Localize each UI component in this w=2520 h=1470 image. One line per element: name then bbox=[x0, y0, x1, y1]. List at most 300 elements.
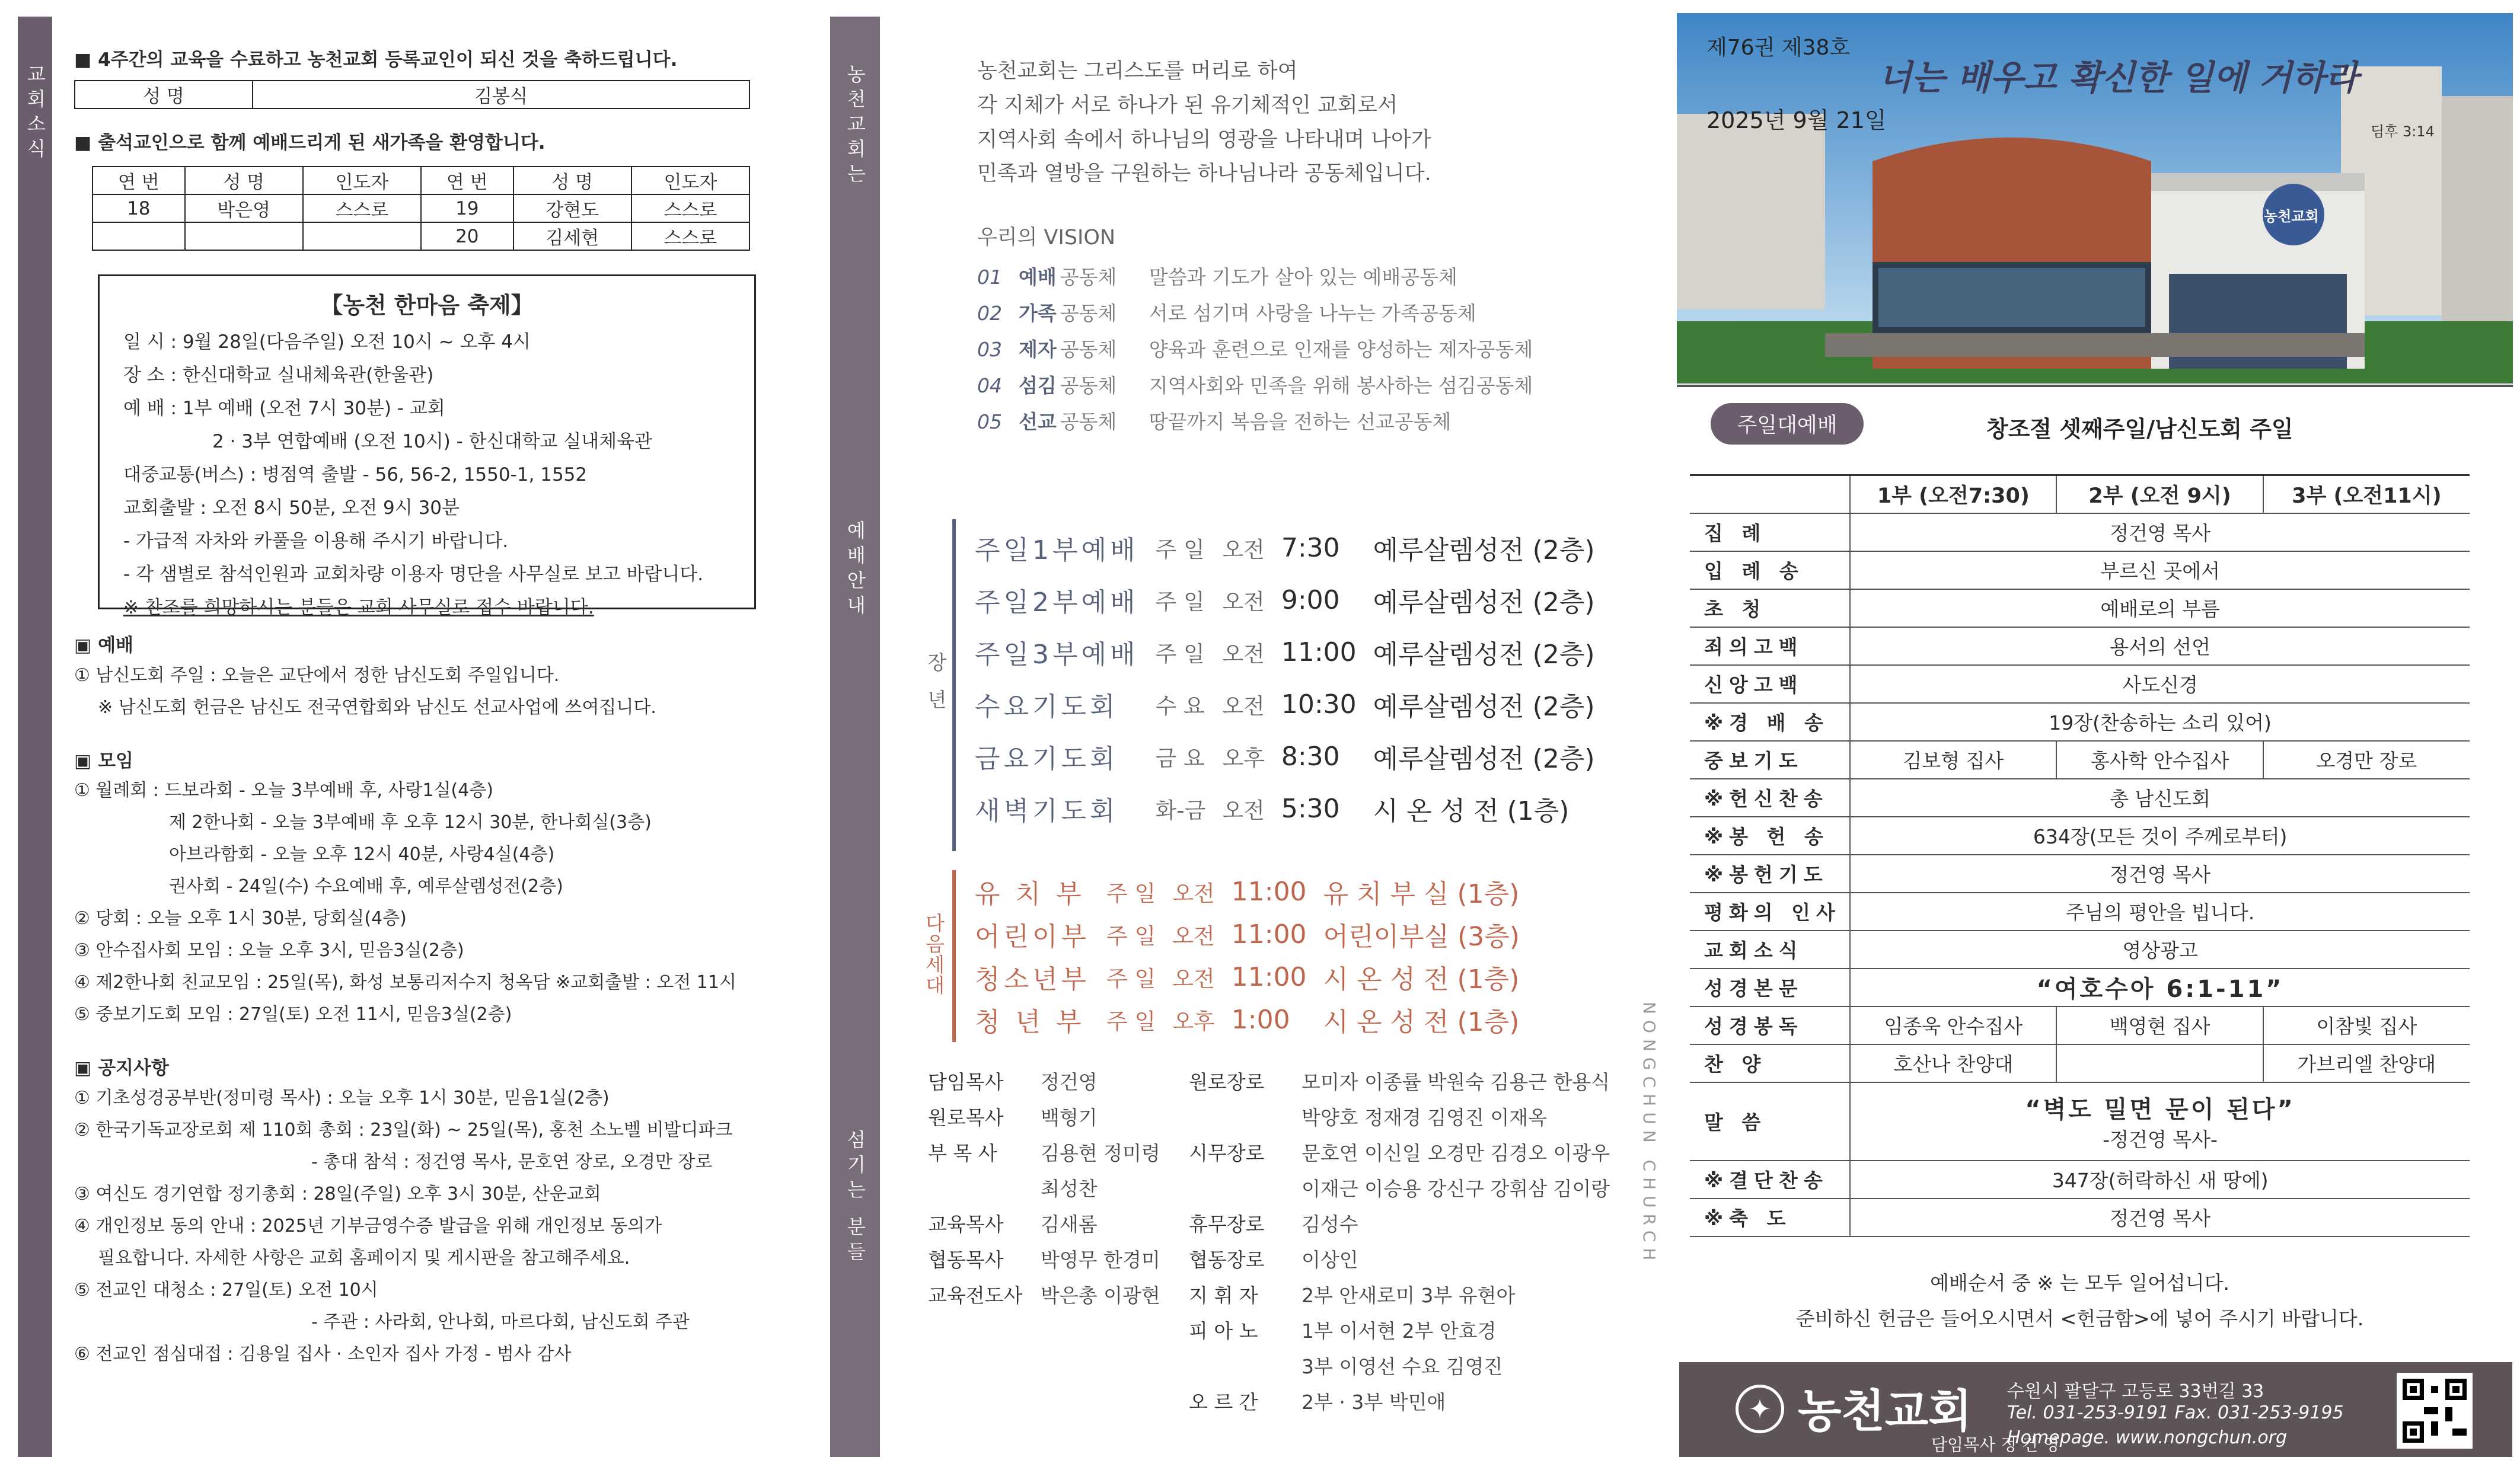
schedule-cell: 예루살렘성전 (2층) bbox=[1373, 587, 1595, 618]
schedule-cell: 청소년부 bbox=[975, 964, 1090, 995]
schedule-cell: 11:00 bbox=[1281, 637, 1357, 667]
staff-names: 1부 이서현 2부 안효경 bbox=[1302, 1319, 1497, 1343]
service-title: 창조절 셋째주일/남신도회 주일 bbox=[1986, 416, 2293, 442]
festival-title: 【농천 한마음 축제】 bbox=[320, 292, 534, 318]
list-item: ③ 여신도 경기연합 정기총회 : 28일(주일) 오후 3시 30분, 산운교회 bbox=[74, 1183, 601, 1204]
order-corner bbox=[1690, 475, 1850, 513]
order-value: 김보형 집사 bbox=[1850, 741, 2056, 779]
list-item: ① 남신도회 주일 : 오늘은 교단에서 정한 남신도회 주일입니다. bbox=[74, 664, 560, 686]
homepage-link[interactable]: Homepage. www.nongchun.org bbox=[2007, 1427, 2288, 1448]
meeting-heading: ▣ 모임 bbox=[74, 750, 133, 772]
vision-number: 03 bbox=[977, 338, 1002, 361]
staff-names: 박양호 정재경 김영진 이재옥 bbox=[1302, 1106, 1548, 1129]
schedule-cell: 유 치 부 실 (1층) bbox=[1323, 879, 1520, 909]
staff-row bbox=[1189, 1174, 1624, 1209]
festival-lines bbox=[123, 325, 731, 624]
schedule-cell: 오후 bbox=[1172, 1009, 1215, 1034]
staff-row bbox=[1189, 1138, 1624, 1174]
table-cell bbox=[92, 222, 185, 250]
adult-schedule bbox=[966, 522, 1603, 835]
vision-desc: 서로 섬기며 사랑을 나누는 가족공동체 bbox=[1149, 302, 1476, 325]
festival-line: - 가급적 자차와 카풀을 이용해 주시기 바랍니다. bbox=[123, 531, 509, 552]
order-row bbox=[1690, 1161, 2470, 1199]
order-row bbox=[1690, 665, 2470, 703]
vision-type: 공동체 bbox=[1060, 374, 1117, 397]
festival-box bbox=[98, 274, 756, 618]
order-value: 주님의 평안을 빕니다. bbox=[2065, 901, 2255, 924]
list-item: 제 2한나회 - 오늘 3부예배 후 오후 12시 30분, 한나회실(3층) bbox=[169, 812, 652, 833]
table-header-cell: 인도자 bbox=[631, 167, 749, 194]
schedule-cell: 1:00 bbox=[1231, 1004, 1290, 1035]
intro-line: 각 지체가 서로 하나가 된 유기체적인 교회로서 bbox=[977, 93, 1398, 117]
intro-lines bbox=[977, 55, 1629, 191]
order-value: 사도신경 bbox=[2122, 673, 2198, 696]
vision-type: 공동체 bbox=[1060, 266, 1117, 289]
vision-type: 공동체 bbox=[1060, 338, 1117, 361]
table-cell: 스스로 bbox=[631, 194, 749, 222]
schedule-cell: 5:30 bbox=[1281, 793, 1340, 824]
staff-role: 원로목사 bbox=[928, 1106, 1004, 1129]
schedule-cell: 유 치 부 bbox=[975, 879, 1085, 909]
staff-row bbox=[928, 1138, 1175, 1174]
schedule-row bbox=[966, 956, 1528, 998]
schedule-cell: 주 일 bbox=[1106, 923, 1156, 949]
order-label: 성경봉독 bbox=[1690, 1006, 1850, 1044]
next-gen-label: 다음세대 bbox=[922, 913, 946, 996]
schedule-cell: 주 일 bbox=[1106, 966, 1156, 992]
notice-list bbox=[74, 1082, 827, 1370]
order-value-wrap bbox=[1850, 589, 2470, 627]
table-row bbox=[92, 194, 749, 222]
staff-role bbox=[928, 1174, 1041, 1209]
order-value: “벽도 밀면 문이 된다” bbox=[2025, 1095, 2295, 1123]
tab-church: 농천교회는 bbox=[844, 64, 867, 188]
schedule-cell: 예루살렘성전 (2층) bbox=[1373, 744, 1595, 774]
order-value: 총 남신도회 bbox=[2110, 787, 2211, 810]
table-header-cell: 연 번 bbox=[421, 167, 513, 194]
table-header-cell: 성 명 bbox=[513, 167, 631, 194]
qr-code-icon[interactable] bbox=[2397, 1373, 2473, 1449]
table-header-row bbox=[92, 167, 749, 194]
schedule-cell: 11:00 bbox=[1231, 876, 1307, 907]
vision-item bbox=[977, 404, 1629, 440]
festival-line: 대중교통(버스) : 병점역 출발 - 56, 56-2, 1550-1, 1552 bbox=[123, 464, 588, 485]
schedule-cell: 화-금 bbox=[1155, 798, 1206, 823]
staff-row bbox=[1189, 1316, 1624, 1351]
schedule-cell: 예루살렘성전 (2층) bbox=[1373, 640, 1595, 670]
order-value: 정건영 목사 bbox=[2110, 863, 2211, 886]
schedule-row bbox=[966, 782, 1603, 835]
new-family-table bbox=[92, 166, 750, 251]
list-item: ⑥ 전교인 점심대접 : 김용일 집사 · 소인자 집사 가정 - 범사 감사 bbox=[74, 1343, 572, 1364]
vision-item bbox=[977, 259, 1629, 295]
schedule-cell: 시 온 성 전 (1층) bbox=[1373, 796, 1570, 826]
order-value: 19장(찬송하는 소리 있어) bbox=[2049, 711, 2272, 734]
side-tab-news bbox=[18, 17, 52, 1457]
intro-line: 농천교회는 그리스도를 머리로 하여 bbox=[977, 59, 1298, 83]
order-value-wrap bbox=[1850, 855, 2470, 893]
vision-type: 공동체 bbox=[1060, 302, 1117, 325]
staff-names: 김성수 bbox=[1302, 1213, 1358, 1236]
schedule-cell: 오전 bbox=[1172, 923, 1215, 949]
staff-row bbox=[1189, 1067, 1624, 1102]
order-row bbox=[1690, 513, 2470, 551]
table-cell: 강현도 bbox=[513, 194, 631, 222]
stand-note: 예배순서 중 ※ 는 모두 일어섭니다. bbox=[1929, 1271, 2229, 1295]
intro-line: 민족과 열방을 구원하는 하나님나라 공동체입니다. bbox=[977, 162, 1431, 186]
schedule-row bbox=[966, 574, 1603, 626]
order-row bbox=[1690, 1006, 2470, 1044]
staff-right bbox=[1189, 1067, 1624, 1423]
order-value-wrap bbox=[1850, 551, 2470, 589]
table-cell: 스스로 bbox=[631, 222, 749, 250]
staff-names: 박영무 한경미 bbox=[1041, 1248, 1160, 1271]
order-value: 홍사학 안수집사 bbox=[2056, 741, 2263, 779]
vision-desc: 말씀과 기도가 살아 있는 예배공동체 bbox=[1149, 266, 1457, 289]
church-name: 농천교회 bbox=[1798, 1385, 1972, 1437]
schedule-cell: 오전 bbox=[1172, 966, 1215, 992]
tab-worship: 예배안내 bbox=[844, 520, 867, 620]
staff-names: 2부 안새로미 3부 유현아 bbox=[1302, 1284, 1516, 1307]
order-label: 신앙고백 bbox=[1690, 665, 1850, 703]
order-value bbox=[2056, 1044, 2263, 1082]
service-column-header: 3부 (오전11시) bbox=[2263, 475, 2470, 513]
vision-list bbox=[977, 259, 1629, 440]
list-item: ② 한국기독교장로회 제 110회 총회 : 23일(화) ~ 25일(목), 홍천 소노벨 비발디파크 bbox=[74, 1119, 733, 1140]
reg-name: 김봉식 bbox=[253, 81, 749, 108]
vision-keyword: 섬김 bbox=[1019, 374, 1057, 397]
staff-names: 최성찬 bbox=[1041, 1177, 1098, 1200]
schedule-cell: 주일1부예배 bbox=[975, 535, 1139, 565]
list-item: 필요합니다. 자세한 사항은 교회 홈페이지 및 게시판을 참고해주세요. bbox=[98, 1247, 630, 1268]
motto-ref: 딤후 3:14 bbox=[2371, 123, 2435, 140]
left-panel bbox=[74, 46, 827, 1370]
order-label: 말 씀 bbox=[1690, 1082, 1850, 1161]
staff-role: 부 목 사 bbox=[928, 1142, 997, 1165]
staff-role: 시무장로 bbox=[1189, 1142, 1265, 1165]
order-value-wrap bbox=[1850, 1082, 2470, 1161]
staff-row bbox=[1189, 1351, 1624, 1387]
schedule-cell: 오전 bbox=[1222, 641, 1265, 667]
table-cell: 20 bbox=[421, 222, 513, 250]
order-row bbox=[1690, 1082, 2470, 1161]
vision-keyword: 가족 bbox=[1019, 302, 1057, 325]
staff-names: 이상인 bbox=[1302, 1248, 1358, 1271]
order-value-wrap bbox=[1850, 893, 2470, 931]
staff-role: 교육전도사 bbox=[928, 1284, 1023, 1307]
staff-names: 3부 이영선 수요 김영진 bbox=[1302, 1355, 1503, 1378]
order-row bbox=[1690, 969, 2470, 1006]
table-cell: 19 bbox=[421, 194, 513, 222]
order-value: 정건영 목사 bbox=[2110, 522, 2211, 545]
order-value-wrap bbox=[1850, 969, 2470, 1006]
staff-role bbox=[1189, 1351, 1302, 1387]
festival-line: ※ 찬조를 희망하시는 분들은 교회 사무실로 접수 바랍니다. bbox=[123, 597, 594, 618]
order-value-wrap bbox=[1850, 513, 2470, 551]
list-item: 아브라함회 - 오늘 오후 12시 40분, 사랑4실(4층) bbox=[169, 844, 555, 865]
schedule-cell: 새벽기도회 bbox=[975, 796, 1119, 826]
order-value: 634장(모든 것이 주께로부터) bbox=[2033, 825, 2288, 848]
order-value: 이참빛 집사 bbox=[2263, 1006, 2470, 1044]
schedule-cell: 수 요 bbox=[1155, 694, 1205, 719]
list-item: ① 월례회 : 드보라회 - 오늘 3부예배 후, 사랑1실(4층) bbox=[74, 780, 493, 801]
vision-desc: 땅끝까지 복음을 전하는 선교공동체 bbox=[1149, 410, 1452, 433]
reg-header: 성 명 bbox=[75, 81, 253, 108]
staff-names: 모미자 이종률 박원숙 김용근 한용식 bbox=[1302, 1070, 1610, 1094]
cover-rule bbox=[1677, 385, 2513, 387]
staff-row bbox=[1189, 1280, 1624, 1316]
vision-type: 공동체 bbox=[1060, 410, 1117, 433]
worship-list bbox=[74, 660, 827, 724]
next-gen-rule bbox=[952, 870, 956, 1042]
order-row bbox=[1690, 1199, 2470, 1236]
schedule-cell: 7:30 bbox=[1281, 532, 1340, 563]
order-value: 가브리엘 찬양대 bbox=[2263, 1044, 2470, 1082]
staff-row bbox=[928, 1245, 1175, 1280]
staff-role bbox=[1189, 1102, 1302, 1138]
staff-row bbox=[928, 1280, 1175, 1316]
order-value-wrap bbox=[1850, 1161, 2470, 1199]
festival-line: 교회출발 : 오전 8시 50분, 오전 9시 30분 bbox=[123, 497, 460, 519]
nongchun-church-vertical: NONGCHUN CHURCH bbox=[1639, 1002, 1659, 1267]
staff-names: 정건영 bbox=[1041, 1070, 1098, 1094]
schedule-cell: 오전 bbox=[1172, 881, 1215, 906]
order-value-wrap bbox=[1850, 1199, 2470, 1236]
issue-date: 2025년 9월 21일 bbox=[1706, 107, 1887, 133]
motto: 너는 배우고 확신한 일에 거하라 bbox=[1878, 57, 2359, 98]
order-label: ※봉 헌 송 bbox=[1690, 817, 1850, 855]
schedule-cell: 예루살렘성전 (2층) bbox=[1373, 535, 1595, 565]
staff-names: 김용현 정미령 bbox=[1041, 1142, 1160, 1165]
schedule-cell: 오전 bbox=[1222, 537, 1265, 563]
schedule-cell: 금요기도회 bbox=[975, 744, 1119, 774]
order-row bbox=[1690, 551, 2470, 589]
schedule-row bbox=[966, 913, 1528, 956]
list-item: ⑤ 전교인 대청소 : 27일(토) 오전 10시 bbox=[74, 1279, 378, 1300]
list-item: ④ 제2한나회 친교모임 : 25일(목), 화성 보통리저수지 청옥담 ※교회출발 : 오전 11시 bbox=[74, 972, 736, 993]
offering-note: 준비하신 헌금은 들어오시면서 <헌금함>에 넣어 주시기 바랍니다. bbox=[1795, 1307, 2364, 1330]
list-item: ⑤ 중보기도회 모임 : 27일(토) 오전 11시, 믿음3실(2층) bbox=[74, 1004, 512, 1025]
vision-title: 우리의 VISION bbox=[977, 226, 1116, 250]
service-column-header: 2부 (오전 9시) bbox=[2056, 475, 2263, 513]
schedule-row bbox=[966, 730, 1603, 782]
schedule-cell: 주 일 bbox=[1106, 1009, 1156, 1034]
schedule-cell: 11:00 bbox=[1231, 961, 1307, 992]
schedule-cell: 주 일 bbox=[1106, 881, 1156, 906]
meeting-list bbox=[74, 775, 827, 1031]
festival-line: 장 소 : 한신대학교 실내체육관(한울관) bbox=[123, 365, 434, 386]
order-label: ※헌신찬송 bbox=[1690, 779, 1850, 817]
staff-row bbox=[1189, 1209, 1624, 1245]
volume-number: 제76권 제38호 bbox=[1706, 36, 1851, 60]
cover-photo bbox=[1677, 13, 2513, 384]
staff-role: 피 아 노 bbox=[1189, 1319, 1258, 1343]
order-value: 임종욱 안수집사 bbox=[1850, 1006, 2056, 1044]
schedule-cell: 예루살렘성전 (2층) bbox=[1373, 692, 1595, 722]
schedule-row bbox=[966, 998, 1528, 1041]
staff-row bbox=[1189, 1245, 1624, 1280]
intro-line: 지역사회 속에서 하나님의 영광을 나타내며 나아가 bbox=[977, 127, 1431, 152]
pastor-name: 담임목사 정 건 영 bbox=[1931, 1435, 2060, 1455]
staff-names: 김새롬 bbox=[1041, 1213, 1098, 1236]
table-cell bbox=[303, 222, 421, 250]
order-row bbox=[1690, 703, 2470, 741]
staff-role: 담임목사 bbox=[928, 1070, 1004, 1094]
staff-role: 지 휘 자 bbox=[1189, 1284, 1258, 1307]
schedule-row bbox=[966, 522, 1603, 574]
schedule-cell: 8:30 bbox=[1281, 741, 1340, 772]
order-value-wrap bbox=[1850, 817, 2470, 855]
order-value: “여호수아 6:1-11” bbox=[2036, 976, 2284, 1003]
schedule-cell: 어린이부 bbox=[975, 922, 1090, 952]
order-value: 정건영 목사 bbox=[2110, 1207, 2211, 1230]
telephone: Tel. 031-253-9191 Fax. 031-253-9195 bbox=[2007, 1402, 2344, 1423]
table-cell: 박은영 bbox=[185, 194, 303, 222]
order-label: 입 례 송 bbox=[1690, 551, 1850, 589]
schedule-cell: 오전 bbox=[1222, 798, 1265, 823]
schedule-row bbox=[966, 870, 1528, 913]
table-row bbox=[92, 222, 749, 250]
church-footer bbox=[1679, 1362, 2512, 1457]
adult-rule bbox=[952, 519, 956, 851]
order-value: 부르신 곳에서 bbox=[2100, 560, 2220, 583]
schedule-cell: 시 온 성 전 (1층) bbox=[1323, 1007, 1520, 1037]
order-label: 중보기도 bbox=[1690, 741, 1850, 779]
schedule-cell: 주 일 bbox=[1155, 589, 1205, 615]
middle-side-bar bbox=[830, 17, 880, 1457]
staff-row bbox=[1189, 1387, 1624, 1423]
schedule-cell: 주 일 bbox=[1155, 537, 1205, 563]
order-label: ※결단찬송 bbox=[1690, 1161, 1850, 1199]
table-cell: 김세현 bbox=[513, 222, 631, 250]
staff-names: 백형기 bbox=[1041, 1106, 1098, 1129]
order-value: 호산나 찬양대 bbox=[1850, 1044, 2056, 1082]
side-tab-label: 교회소식 bbox=[24, 64, 47, 164]
staff-row bbox=[928, 1067, 1175, 1102]
notice-heading: ▣ 공지사항 bbox=[74, 1057, 169, 1079]
order-label: 집 례 bbox=[1690, 513, 1850, 551]
order-value: 예배로의 부름 bbox=[2100, 597, 2220, 621]
list-item: ② 당회 : 오늘 오후 1시 30분, 당회실(4층) bbox=[74, 908, 407, 929]
table-header-cell: 연 번 bbox=[92, 167, 185, 194]
order-row bbox=[1690, 855, 2470, 893]
festival-line: 예 배 : 1부 예배 (오전 7시 30분) - 교회 bbox=[123, 398, 445, 419]
schedule-cell: 오전 bbox=[1222, 589, 1265, 615]
list-item: ④ 개인정보 동의 안내 : 2025년 기부금영수증 발급을 위해 개인정보 동의가 bbox=[74, 1215, 662, 1236]
staff-row bbox=[928, 1209, 1175, 1245]
schedule-cell: 9:00 bbox=[1281, 584, 1340, 615]
order-value-wrap bbox=[1850, 703, 2470, 741]
schedule-cell: 주일2부예배 bbox=[975, 587, 1139, 618]
order-value-wrap bbox=[1850, 627, 2470, 665]
order-row bbox=[1690, 627, 2470, 665]
schedule-cell: 주 일 bbox=[1155, 641, 1205, 667]
order-of-worship bbox=[1690, 474, 2470, 1237]
vision-item bbox=[977, 331, 1629, 368]
schedule-cell: 10:30 bbox=[1281, 689, 1357, 720]
building-sign: 농천교회 bbox=[2264, 208, 2319, 225]
staff-row bbox=[928, 1102, 1175, 1138]
vision-keyword: 제자 bbox=[1019, 338, 1057, 361]
next-gen-schedule bbox=[966, 870, 1528, 1041]
staff-role: 협동목사 bbox=[928, 1248, 1004, 1271]
staff-names: 박은총 이광현 bbox=[1041, 1284, 1160, 1307]
list-item: 권사회 - 24일(수) 수요예배 후, 예루살렘성전(2층) bbox=[169, 876, 563, 897]
welcome-heading: ■ 출석교인으로 함께 예배드리게 된 새가족을 환영합니다. bbox=[74, 132, 546, 154]
order-row bbox=[1690, 893, 2470, 931]
vision-number: 02 bbox=[977, 302, 1002, 325]
registration-table bbox=[74, 80, 750, 109]
order-value: 백영현 집사 bbox=[2056, 1006, 2263, 1044]
festival-line: 일 시 : 9월 28일(다음주일) 오전 10시 ~ 오후 4시 bbox=[123, 331, 531, 353]
table-cell bbox=[185, 222, 303, 250]
worship-notes bbox=[1690, 1266, 2470, 1337]
staff-role: 교육목사 bbox=[928, 1213, 1004, 1236]
qr-pattern bbox=[2403, 1379, 2467, 1443]
list-item: - 주관 : 사라회, 안나회, 마르다회, 남신도회 주관 bbox=[311, 1311, 690, 1332]
order-label: ※경 배 송 bbox=[1690, 703, 1850, 741]
schedule-cell: 11:00 bbox=[1231, 919, 1307, 950]
adult-label: 장년 bbox=[924, 652, 948, 727]
vision-number: 05 bbox=[977, 410, 1002, 433]
worship-heading: ▣ 예배 bbox=[74, 635, 133, 656]
staff-names: 이재근 이승용 강신구 강휘삼 김이랑 bbox=[1302, 1177, 1610, 1200]
list-item: ※ 남신도회 헌금은 남신도 전국연합회와 남신도 선교사업에 쓰여집니다. bbox=[98, 696, 656, 718]
order-value-wrap bbox=[1850, 665, 2470, 703]
order-label: ※봉헌기도 bbox=[1690, 855, 1850, 893]
order-label: 찬 양 bbox=[1690, 1044, 1850, 1082]
table-header-cell: 인도자 bbox=[303, 167, 421, 194]
order-value: 오경만 장로 bbox=[2263, 741, 2470, 779]
tab-serve: 섬기는 분들 bbox=[844, 1130, 867, 1267]
vision-number: 04 bbox=[977, 374, 1002, 397]
order-row bbox=[1690, 741, 2470, 779]
staff-role: 원로장로 bbox=[1189, 1070, 1265, 1094]
order-label: 성경본문 bbox=[1690, 969, 1850, 1006]
service-column-header: 1부 (오전7:30) bbox=[1850, 475, 2056, 513]
order-value: 347장(허락하신 새 땅에) bbox=[2052, 1169, 2269, 1192]
vision-desc: 지역사회와 민족을 위해 봉사하는 섬김공동체 bbox=[1149, 374, 1533, 397]
staff-row bbox=[1189, 1102, 1624, 1138]
staff-row bbox=[928, 1174, 1175, 1209]
schedule-cell: 청 년 부 bbox=[975, 1007, 1085, 1037]
schedule-cell: 시 온 성 전 (1층) bbox=[1323, 964, 1520, 995]
schedule-cell: 금 요 bbox=[1155, 746, 1205, 771]
order-value: 영상광고 bbox=[2122, 939, 2198, 962]
festival-line: - 각 샘별로 참석인원과 교회차량 이용자 명단을 사무실로 보고 바랍니다. bbox=[123, 564, 704, 585]
order-row bbox=[1690, 1044, 2470, 1082]
schedule-cell: 주일3부예배 bbox=[975, 640, 1139, 670]
schedule-row bbox=[966, 626, 1603, 678]
order-row bbox=[1690, 589, 2470, 627]
staff-role: 오 르 간 bbox=[1189, 1391, 1258, 1414]
order-value-wrap bbox=[1850, 931, 2470, 969]
schedule-cell: 오후 bbox=[1222, 746, 1265, 771]
staff-role: 휴무장로 bbox=[1189, 1213, 1265, 1236]
order-row bbox=[1690, 817, 2470, 855]
order-label: 평화의 인사 bbox=[1690, 893, 1850, 931]
order-row bbox=[1690, 931, 2470, 969]
vision-item bbox=[977, 368, 1629, 404]
list-item: ③ 안수집사회 모임 : 오늘 오후 3시, 믿음3실(2층) bbox=[74, 940, 464, 961]
order-label: 초 청 bbox=[1690, 589, 1850, 627]
order-row bbox=[1690, 779, 2470, 817]
table-header-cell: 성 명 bbox=[185, 167, 303, 194]
church-logo-icon: ✦ bbox=[1736, 1385, 1784, 1433]
order-label: 죄의고백 bbox=[1690, 627, 1850, 665]
schedule-cell: 오전 bbox=[1222, 694, 1265, 719]
festival-line: 2 · 3부 연합예배 (오전 10시) - 한신대학교 실내체육관 bbox=[212, 431, 652, 452]
